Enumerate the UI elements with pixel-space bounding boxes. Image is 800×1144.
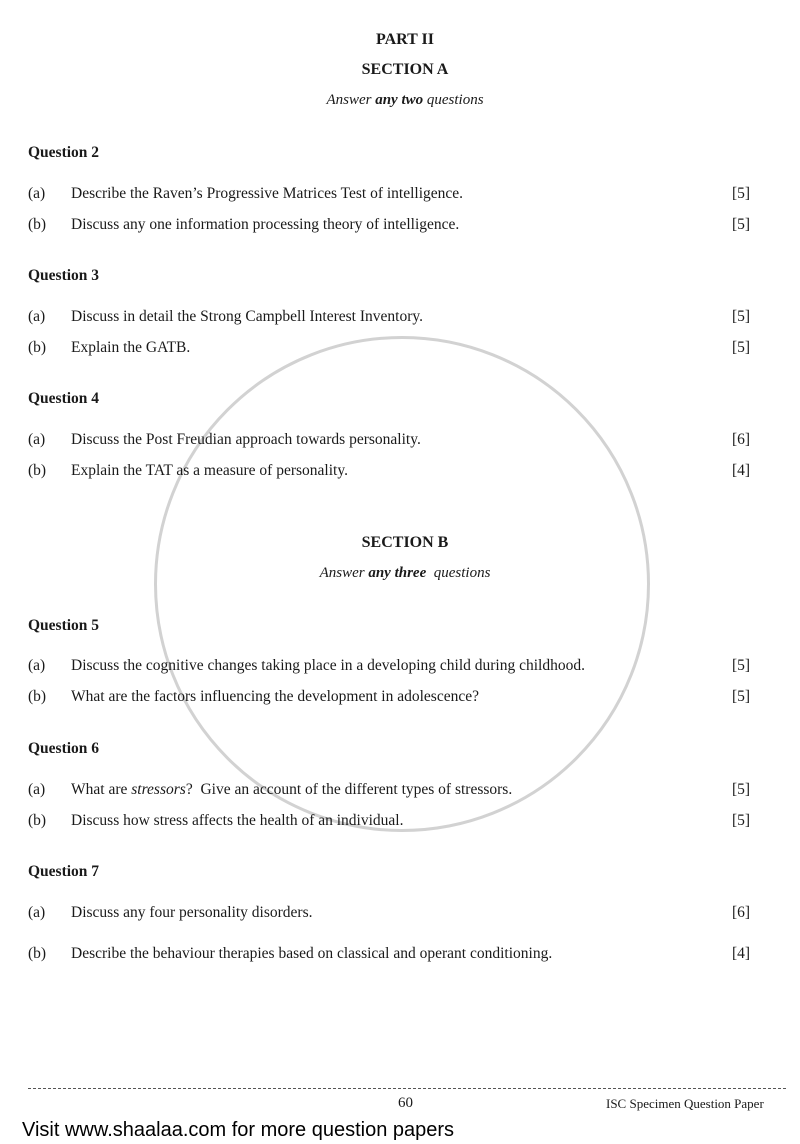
part-text: Explain the TAT as a measure of personality. [71,462,348,479]
part-marks: [6] [732,431,751,448]
instruction-text: Answer [319,565,369,581]
instruction-text: questions [423,92,484,108]
part-label: (b) [28,462,47,479]
part-label: (a) [28,781,46,798]
part-label: (b) [28,688,47,705]
part-marks: [5] [732,308,751,325]
question-title: Question 2 [28,144,100,161]
part-marks: [5] [732,185,751,202]
part-marks: [4] [732,945,751,962]
instruction-text: Answer [326,92,376,108]
section-a-instruction [0,92,800,109]
part-text: Discuss the Post Freudian approach towards personality. [71,431,421,448]
question-part [0,462,800,482]
part-title: PART II [376,31,434,48]
instruction-emphasis: any two [375,92,424,108]
part-text: Discuss how stress affects the health of an individual. [71,812,404,829]
section-b-title: SECTION B [361,534,449,551]
question-part [0,688,800,708]
part-marks: [4] [732,462,751,479]
part-label: (a) [28,185,46,202]
question-part [0,657,800,677]
question-part [0,185,800,205]
part-label: (b) [28,945,47,962]
part-label: (a) [28,431,46,448]
part-marks: [5] [732,216,751,233]
watermark-circle [154,336,650,832]
part-label: (b) [28,339,47,356]
part-marks: [5] [732,339,751,356]
part-label: (a) [28,657,46,674]
text-emphasis: stressors [131,781,186,798]
part-text: Discuss in detail the Strong Campbell Interest Inventory. [71,308,423,325]
question-part [0,216,800,236]
instruction-emphasis: any three [368,565,427,581]
part-marks: [5] [732,688,751,705]
part-text: Discuss any one information processing theory of intelligence. [71,216,460,233]
question-title: Question 6 [28,740,100,757]
question-title: Question 3 [28,267,100,284]
part-marks: [5] [732,781,751,798]
question-title: Question 7 [28,863,100,880]
part-label: (b) [28,812,47,829]
part-text: Explain the GATB. [71,339,191,356]
question-part [0,945,800,965]
question-part [0,339,800,359]
part-text: Discuss the cognitive changes taking place in a developing child during childhood. [71,657,585,674]
question-title: Question 4 [28,390,100,407]
question-part [0,308,800,328]
section-b-instruction [0,565,800,582]
question-part [0,781,800,801]
instruction-text: questions [426,565,491,581]
part-label: (b) [28,216,47,233]
question-part [0,431,800,451]
part-text: Discuss any four personality disorders. [71,904,313,921]
question-title: Question 5 [28,617,100,634]
text-segment: ? Give an account of the different types of stressors. [185,781,513,798]
page-number: 60 [398,1095,413,1111]
part-label: (a) [28,904,46,921]
section-a-title: SECTION A [361,61,449,78]
text-segment: What are [71,781,132,798]
part-text [71,781,512,799]
part-text: Describe the behaviour therapies based on classical and operant conditioning. [71,945,553,962]
part-marks: [5] [732,812,751,829]
part-text: Describe the Raven’s Progressive Matrices Test of intelligence. [71,185,464,202]
footer-divider [28,1088,786,1089]
question-part [0,812,800,832]
visit-banner: Visit www.shaalaa.com for more question papers [22,1119,455,1141]
part-marks: [6] [732,904,751,921]
question-part [0,904,800,924]
paper-name: ISC Specimen Question Paper [606,1096,764,1111]
part-marks: [5] [732,657,751,674]
part-label: (a) [28,308,46,325]
part-text: What are the factors influencing the development in adolescence? [71,688,479,705]
